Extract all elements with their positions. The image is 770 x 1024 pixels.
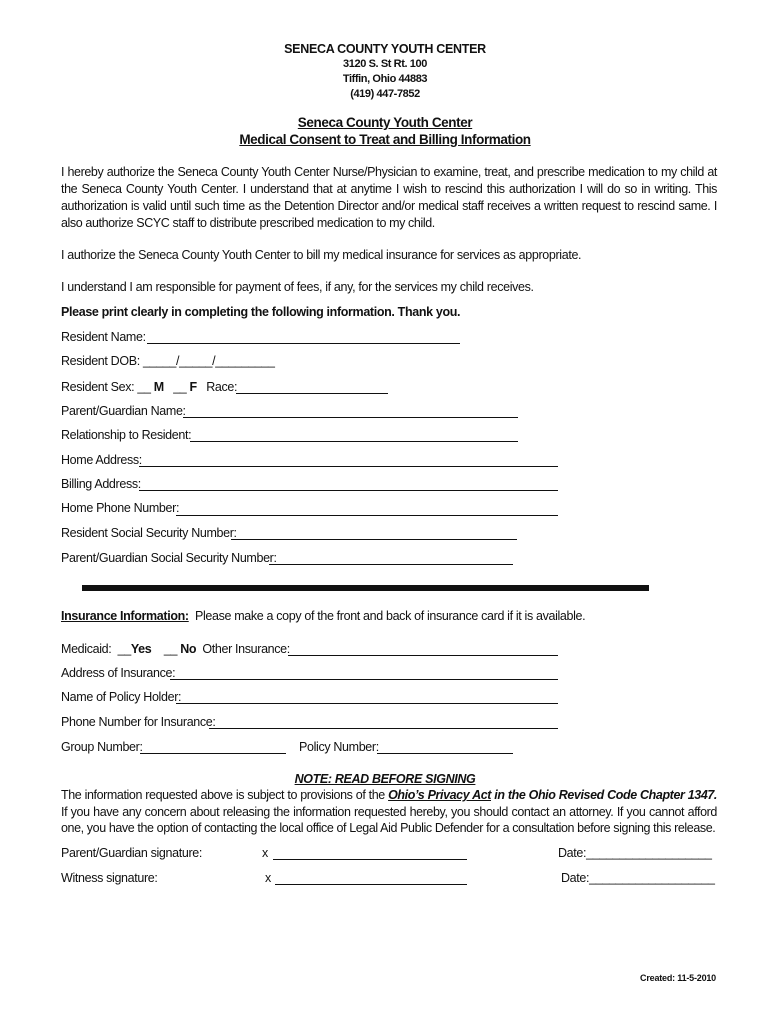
guardian-name-field[interactable] <box>183 417 518 418</box>
resident-ssn-field[interactable] <box>231 539 517 540</box>
policy-holder-field[interactable] <box>176 703 558 704</box>
resident-ssn-label: Resident Social Security Number: <box>61 526 237 540</box>
medicaid-label: Medicaid: <box>61 642 112 656</box>
org-street: 3120 S. St Rt. 100 <box>343 58 427 70</box>
insurance-heading: Insurance Information: <box>61 609 189 623</box>
race-label: Race: <box>206 380 238 394</box>
guardian-ssn-field[interactable] <box>269 564 513 565</box>
privacy-notice <box>61 787 717 837</box>
witness-signature-field[interactable] <box>275 884 467 885</box>
policy-holder-label: Name of Policy Holder: <box>61 690 182 704</box>
medicaid-row <box>61 642 290 656</box>
privacy-act-name: Ohio’s Privacy Act <box>388 788 492 802</box>
witness-signature-x: x <box>265 871 271 885</box>
race-field[interactable] <box>236 393 388 394</box>
resident-dob-label-text: Resident DOB: <box>61 354 140 368</box>
medicaid-yes-option: Yes <box>130 642 152 656</box>
privacy-notice-intro: The information requested above is subject to provisions of the <box>61 788 389 802</box>
org-phone: (419) 447-7852 <box>350 88 420 100</box>
resident-dob-label <box>61 354 275 368</box>
sex-female-option: F <box>189 380 197 394</box>
insurance-phone-field[interactable] <box>209 728 558 729</box>
policy-number-field[interactable] <box>377 753 513 754</box>
privacy-notice-rest: If you have any concern about releasing the information requested hereby, you should contact an attorney. If you cannot afford one, you have the option of contacting the local office of Legal Aid Public Defender for a consultation before signing this release. <box>61 804 717 835</box>
resident-sex-row <box>61 380 237 394</box>
guardian-date-row <box>558 846 712 860</box>
insurance-address-field[interactable] <box>170 679 558 680</box>
org-city: Tiffin, Ohio 44883 <box>342 73 428 85</box>
witness-date-label: Date: <box>561 871 590 885</box>
org-name: SENECA COUNTY YOUTH CENTER <box>284 42 486 56</box>
payment-responsibility: I understand I am responsible for payment of fees, if any, for the services my child receives. <box>61 280 534 294</box>
witness-date-field[interactable]: ___________________ <box>589 871 715 885</box>
billing-address-field[interactable] <box>139 490 558 491</box>
group-number-label: Group Number: <box>61 740 143 754</box>
form-title-line2: Medical Consent to Treat and Billing Information <box>239 132 531 147</box>
other-insurance-label: Other Insurance: <box>202 642 290 656</box>
guardian-signature-x: x <box>262 846 268 860</box>
insurance-phone-label: Phone Number for Insurance: <box>61 715 216 729</box>
guardian-name-label: Parent/Guardian Name: <box>61 404 186 418</box>
sex-female-blank[interactable]: __ <box>173 380 187 394</box>
home-phone-field[interactable] <box>176 515 558 516</box>
guardian-signature-label: Parent/Guardian signature: <box>61 846 202 860</box>
resident-name-field[interactable] <box>147 343 460 344</box>
guardian-ssn-label: Parent/Guardian Social Security Number: <box>61 551 277 565</box>
medicaid-no-option: No <box>180 642 197 656</box>
witness-date-row <box>561 871 715 885</box>
home-phone-label: Home Phone Number: <box>61 501 180 515</box>
created-date: Created: 11-5-2010 <box>640 973 716 983</box>
group-number-field[interactable] <box>140 753 286 754</box>
sex-male-blank[interactable]: __ <box>137 380 151 394</box>
relationship-field[interactable] <box>190 441 518 442</box>
medicaid-no-blank[interactable]: __ <box>163 642 178 656</box>
relationship-label: Relationship to Resident: <box>61 428 192 442</box>
home-address-field[interactable] <box>139 466 558 467</box>
guardian-date-field[interactable]: ___________________ <box>586 846 712 860</box>
home-address-label: Home Address: <box>61 453 142 467</box>
notice-heading: NOTE: READ BEFORE SIGNING <box>294 772 476 786</box>
guardian-date-label: Date: <box>558 846 587 860</box>
resident-sex-label: Resident Sex: <box>61 380 135 394</box>
billing-authorization: I authorize the Seneca County Youth Center to bill my medical insurance for services as appropriate. <box>61 248 582 262</box>
policy-number-label: Policy Number: <box>299 740 379 754</box>
medicaid-yes-blank[interactable]: __ <box>117 642 131 656</box>
insurance-address-label: Address of Insurance: <box>61 666 176 680</box>
witness-signature-label: Witness signature: <box>61 871 158 885</box>
sex-male-option: M <box>153 380 164 394</box>
revised-code-reference: in the Ohio Revised Code Chapter 1347. <box>491 788 717 802</box>
guardian-signature-field[interactable] <box>273 859 467 860</box>
insurance-card-note: Please make a copy of the front and back of insurance card if it is available. <box>194 609 586 623</box>
print-clearly-instruction: Please print clearly in completing the following information. Thank you. <box>61 305 461 319</box>
form-title-line1: Seneca County Youth Center <box>297 115 473 130</box>
consent-paragraph: I hereby authorize the Seneca County Youth Center Nurse/Physician to examine, treat, and prescribe medication to my child at the Seneca County Youth Center. I understand that at anytime I wish to rescind this authorization I will do so in writing. This authorization is valid until such time as the Detention Director and/or medical staff receives a written request to rescind same. I also authorize SCYC staff to distribute prescribed medication to my child. <box>61 165 717 230</box>
resident-name-label: Resident Name: <box>61 330 146 344</box>
billing-address-label: Billing Address: <box>61 477 141 491</box>
resident-dob-field[interactable]: _____/_____/_________ <box>142 354 275 368</box>
other-insurance-field[interactable] <box>288 655 558 656</box>
insurance-heading-row <box>61 609 585 623</box>
section-divider <box>82 585 649 591</box>
